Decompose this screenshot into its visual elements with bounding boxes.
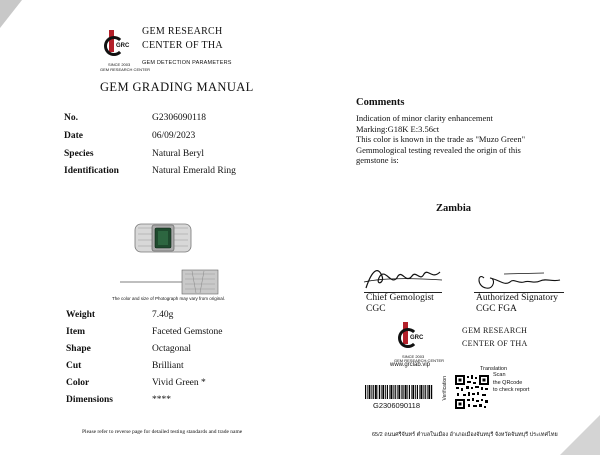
signatory-credential: CGC <box>366 304 386 314</box>
comment-line: gemstone is: <box>356 155 399 165</box>
logo-since: SINCE 2003 <box>108 62 131 67</box>
footer-note: Please refer to reverse page for detailed testing standards and trade name <box>82 429 243 435</box>
property-value: Vivid Green * <box>152 378 206 388</box>
signatory-title: Authorized Signatory <box>476 293 559 303</box>
photo-caption: The color and size of Photograph may vary from original. <box>112 296 226 301</box>
property-label: Weight <box>66 310 96 320</box>
barcode <box>365 385 433 399</box>
logo-text: GRC <box>116 43 130 49</box>
detail-value: G2306090118 <box>152 113 207 123</box>
ring-photo <box>134 218 192 258</box>
header-subtitle: GEM DETECTION PARAMETERS <box>142 60 232 66</box>
page-corner-shadow <box>0 0 22 28</box>
verification-label: Verification <box>442 376 448 401</box>
qr-note-line: to check report <box>493 387 530 393</box>
detail-value: 06/09/2023 <box>152 131 196 141</box>
logo-text: GRC <box>410 335 424 341</box>
qr-label: Translation <box>480 366 508 372</box>
property-value: Faceted Gemstone <box>152 327 223 337</box>
authorized-signatory-signature <box>474 268 564 292</box>
property-value: Octagonal <box>152 344 192 354</box>
grc-seal-logo <box>398 320 428 354</box>
logo-center: GEM RESEARCH CENTER <box>100 67 151 72</box>
comment-line: Indication of minor clarity enhancement <box>356 113 493 123</box>
seal-org-line2: CENTER OF THA <box>462 339 528 348</box>
comments-heading: Comments <box>356 97 405 108</box>
qr-code[interactable] <box>454 374 490 410</box>
origin-country: Zambia <box>436 203 472 214</box>
qr-instructions <box>493 372 529 395</box>
org-name-line2: CENTER OF THA <box>142 40 223 51</box>
signatory-credential: CGC FGA <box>476 304 517 314</box>
signatory-title: Chief Gemologist <box>366 293 434 303</box>
comment-line: Marking:G18K E:3.56ct <box>356 123 440 134</box>
report-title: GEM GRADING MANUAL <box>100 80 254 94</box>
detail-label: Identification <box>64 166 119 176</box>
page-corner-fold <box>560 415 600 455</box>
barcode-number: G2306090118 <box>373 401 420 410</box>
seal-center: GEM RESEARCH CENTER <box>394 358 445 363</box>
grc-logo <box>104 28 134 62</box>
seal-since: SINCE 2003 <box>402 354 425 359</box>
website: www.grclab.vip <box>390 362 431 368</box>
org-name-line1: GEM RESEARCH <box>142 26 223 37</box>
detail-label: Date <box>64 131 83 141</box>
property-value: 7.40g <box>152 310 174 320</box>
property-label: Color <box>66 378 90 388</box>
qr-note-line: Scan <box>493 372 506 378</box>
seal-org-line1: GEM RESEARCH <box>462 326 528 335</box>
property-label: Item <box>66 327 85 337</box>
property-value: **** <box>152 395 171 405</box>
detail-value: Natural Emerald Ring <box>152 166 236 176</box>
comment-line: Gemmological testing revealed the origin of this <box>356 144 521 155</box>
detail-label: No. <box>64 113 78 123</box>
property-label: Cut <box>66 361 82 371</box>
property-label: Dimensions <box>66 395 113 405</box>
comments-body <box>356 113 571 166</box>
ring-side-view <box>120 268 220 296</box>
lab-address: 65/2 ถนนศรีจันทร์ ตำบลในเมือง อำเภอเมืองจันทบุรี จังหวัดจันทบุรี ประเทศไทย <box>372 432 558 438</box>
qr-note-line: the QRcode <box>493 379 523 386</box>
detail-value: Natural Beryl <box>152 149 204 159</box>
chief-gemologist-signature <box>362 262 444 292</box>
property-value: Brilliant <box>152 361 184 371</box>
detail-label: Species <box>64 149 94 159</box>
comment-line: This color is known in the trade as "Muzo Green" <box>356 134 526 144</box>
property-label: Shape <box>66 344 91 354</box>
